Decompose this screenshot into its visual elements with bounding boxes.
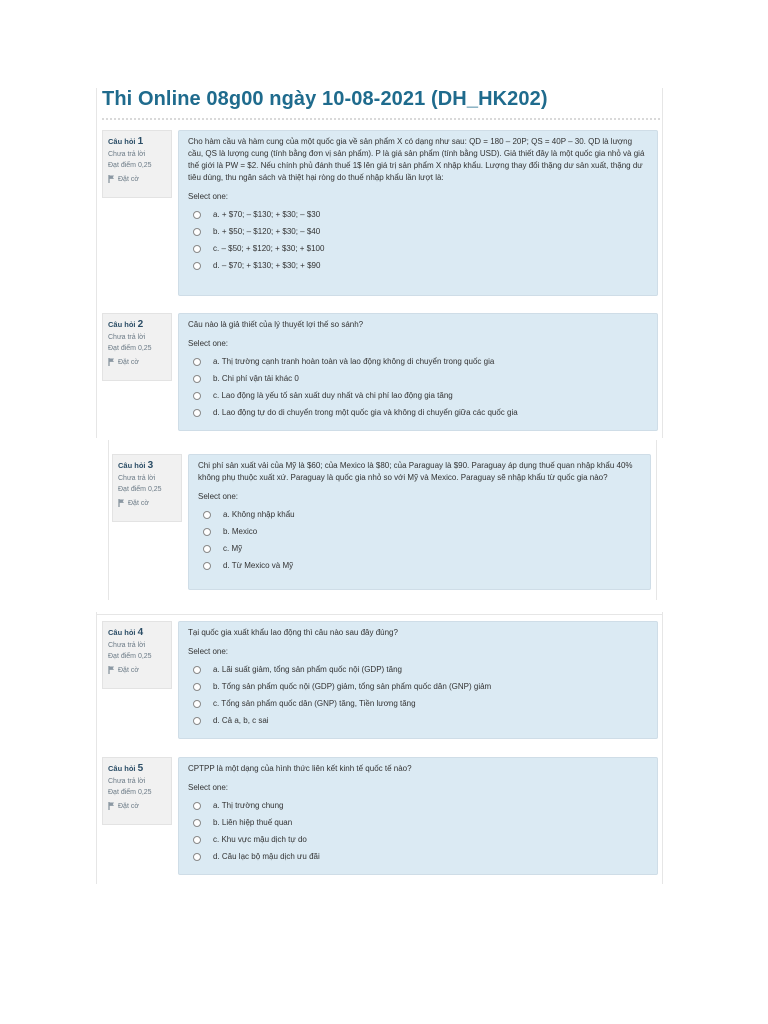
flag-label: Đặt cờ: [118, 358, 139, 366]
answer-label: a. Không nhập khẩu: [223, 509, 295, 519]
radio-button[interactable]: [193, 683, 201, 691]
select-one-prompt: Select one:: [188, 647, 229, 656]
question-text: CPTPP là một dạng của hình thức liên kết kinh tế quốc tế nào?: [188, 764, 412, 773]
frame-line: [108, 440, 109, 600]
question-info: [102, 757, 172, 825]
answer-option-a[interactable]: [198, 506, 641, 523]
flag-icon: [108, 358, 115, 366]
answer-option-a[interactable]: [188, 797, 648, 814]
answer-option-a[interactable]: [188, 353, 648, 370]
question-grade: Đạt điểm 0,25: [108, 345, 152, 352]
question-content: [178, 621, 658, 739]
flag-label: Đặt cờ: [128, 499, 149, 507]
question-prefix: Câu hỏi: [108, 628, 136, 637]
answer-options: [188, 661, 648, 729]
radio-button[interactable]: [203, 528, 211, 536]
question-prefix: Câu hỏi: [108, 320, 136, 329]
answer-option-b[interactable]: [188, 223, 648, 240]
frame-line: [96, 612, 97, 884]
frame-line: [656, 440, 657, 600]
question-grade: Đạt điểm 0,25: [108, 653, 152, 660]
question-prefix: Câu hỏi: [118, 461, 146, 470]
radio-button[interactable]: [203, 562, 211, 570]
question-info: [112, 454, 182, 522]
flag-question-button[interactable]: [108, 666, 171, 674]
answer-label: c. Khu vực mậu dịch tự do: [213, 834, 307, 844]
question-text: Cho hàm cầu và hàm cung của một quốc gia về sản phẩm X có dạng như sau: QD = 180 – 20P; QS = 40P – 30. QD là lượng cầu, QS là lượng cung (tính bằng đơn vị sản phẩm). P là giá sản phẩm (tính bằng USD). Giả thiết đây là một quốc gia nhỏ và giá thế giới là PW = $2. Nếu chính phủ đánh thuế 1$ lên giá trị sản phẩm X nhập khẩu. Lượng thay đổi thặng dư sản xuất, thặng dư tiêu dùng, thu ngân sách và thiệt hại ròng do thuế nhập khẩu lần lượt là:: [188, 137, 645, 182]
question-content: [178, 313, 658, 431]
flag-icon: [108, 802, 115, 810]
frame-line: [96, 614, 662, 615]
radio-button[interactable]: [193, 666, 201, 674]
radio-button[interactable]: [193, 392, 201, 400]
question-number-value: 3: [147, 460, 154, 471]
answer-label: d. Từ Mexico và Mỹ: [223, 560, 294, 570]
flag-question-button[interactable]: [108, 358, 171, 366]
flag-label: Đặt cờ: [118, 666, 139, 674]
answer-option-d[interactable]: [188, 404, 648, 421]
question-state: Chưa trả lời: [108, 334, 146, 341]
answer-label: a. Lãi suất giảm, tổng sản phẩm quốc nội (GDP) tăng: [213, 664, 402, 674]
question-grade: Đạt điểm 0,25: [118, 486, 162, 493]
question-5: [102, 757, 658, 875]
flag-label: Đặt cờ: [118, 802, 139, 810]
radio-button[interactable]: [193, 375, 201, 383]
answer-option-c[interactable]: [188, 695, 648, 712]
question-text: Tại quốc gia xuất khẩu lao động thì câu nào sau đây đúng?: [188, 628, 398, 637]
answer-option-a[interactable]: [188, 661, 648, 678]
radio-button[interactable]: [193, 853, 201, 861]
answer-option-a[interactable]: [188, 206, 648, 223]
question-text: Câu nào là giả thiết của lý thuyết lợi thế so sánh?: [188, 320, 364, 329]
answer-option-d[interactable]: [198, 557, 641, 574]
answer-label: d. Cả a, b, c sai: [213, 715, 269, 725]
radio-button[interactable]: [193, 245, 201, 253]
answer-label: d. – $70; + $130; + $30; + $90: [213, 260, 321, 270]
answer-option-c[interactable]: [188, 240, 648, 257]
radio-button[interactable]: [193, 358, 201, 366]
answer-option-b[interactable]: [188, 678, 648, 695]
answer-label: b. Mexico: [223, 526, 258, 536]
flag-icon: [118, 499, 125, 507]
question-content: [188, 454, 651, 590]
question-number: [108, 763, 171, 774]
question-prefix: Câu hỏi: [108, 764, 136, 773]
question-1: [102, 130, 658, 296]
question-content: [178, 757, 658, 875]
radio-button[interactable]: [193, 819, 201, 827]
frame-line: [96, 88, 97, 438]
radio-button[interactable]: [203, 545, 211, 553]
question-number-value: 4: [137, 627, 144, 638]
question-grade: Đạt điểm 0,25: [108, 162, 152, 169]
answer-option-d[interactable]: [188, 712, 648, 729]
answer-label: b. Liên hiệp thuế quan: [213, 817, 293, 827]
answer-option-b[interactable]: [188, 370, 648, 387]
flag-question-button[interactable]: [118, 499, 181, 507]
flag-icon: [108, 666, 115, 674]
question-info: [102, 130, 172, 198]
question-2: [102, 313, 658, 431]
select-one-prompt: Select one:: [188, 783, 229, 792]
radio-button[interactable]: [193, 836, 201, 844]
question-state: Chưa trả lời: [108, 778, 146, 785]
flag-question-button[interactable]: [108, 802, 171, 810]
radio-button[interactable]: [193, 700, 201, 708]
page-title: Thi Online 08g00 ngày 10-08-2021 (DH_HK202): [102, 88, 548, 110]
answer-label: c. – $50; + $120; + $30; + $100: [213, 243, 325, 253]
answer-label: d. Câu lạc bộ mậu dịch ưu đãi: [213, 851, 320, 861]
flag-question-button[interactable]: [108, 175, 171, 183]
question-number-value: 2: [137, 319, 144, 330]
answer-label: c. Mỹ: [223, 543, 243, 553]
select-one-prompt: Select one:: [198, 492, 239, 501]
answer-options: [188, 797, 648, 865]
answer-option-c[interactable]: [188, 387, 648, 404]
radio-button[interactable]: [193, 262, 201, 270]
question-text: Chi phí sản xuất vải của Mỹ là $60; của Mexico là $80; của Paraguay là $90. Paraguay áp dụng thuế quan nhập khẩu 40% không phụ thuộc xuất xứ. Paraguay là quốc gia nhỏ so với Mỹ và Mexico. Paraguay sẽ nhập khẩu từ quốc gia nào?: [198, 461, 633, 482]
question-prefix: Câu hỏi: [108, 137, 136, 146]
question-info: [102, 621, 172, 689]
answer-options: [188, 206, 648, 274]
select-one-prompt: Select one:: [188, 339, 229, 348]
answer-options: [198, 506, 641, 574]
question-state: Chưa trả lời: [108, 151, 146, 158]
question-number: [108, 627, 171, 638]
answer-option-b[interactable]: [188, 814, 648, 831]
answer-label: c. Lao động là yếu tố sản xuất duy nhất và chi phí lao động gia tăng: [213, 390, 453, 400]
question-grade: Đạt điểm 0,25: [108, 789, 152, 796]
frame-line: [662, 88, 663, 438]
question-number: [108, 136, 171, 147]
flag-label: Đặt cờ: [118, 175, 139, 183]
answer-label: a. Thị trường chung: [213, 800, 284, 810]
answer-label: b. Tổng sản phẩm quốc nội (GDP) giảm, tổng sản phẩm quốc dân (GNP) giảm: [213, 681, 492, 691]
question-number-value: 5: [137, 763, 144, 774]
radio-button[interactable]: [193, 409, 201, 417]
question-state: Chưa trả lời: [108, 642, 146, 649]
radio-button[interactable]: [203, 511, 211, 519]
answer-label: a. Thị trường cạnh tranh hoàn toàn và lao động không di chuyển trong quốc gia: [213, 356, 495, 366]
radio-button[interactable]: [193, 717, 201, 725]
answer-option-d[interactable]: [188, 257, 648, 274]
question-4: [102, 621, 658, 739]
answer-label: c. Tổng sản phẩm quốc dân (GNP) tăng, Tiền lương tăng: [213, 698, 416, 708]
answer-option-c[interactable]: [188, 831, 648, 848]
question-number-value: 1: [137, 136, 144, 147]
select-one-prompt: Select one:: [188, 192, 229, 201]
radio-button[interactable]: [193, 228, 201, 236]
answer-label: d. Lao động tự do di chuyển trong một quốc gia và không di chuyển giữa các quốc gia: [213, 407, 518, 417]
answer-option-c[interactable]: [198, 540, 641, 557]
question-number: [108, 319, 171, 330]
answer-options: [188, 353, 648, 421]
answer-option-b[interactable]: [198, 523, 641, 540]
answer-label: b. Chi phí vận tải khác 0: [213, 373, 299, 383]
answer-option-d[interactable]: [188, 848, 648, 865]
flag-icon: [108, 175, 115, 183]
question-number: [118, 460, 181, 471]
question-content: [178, 130, 658, 296]
radio-button[interactable]: [193, 802, 201, 810]
answer-label: b. + $50; – $120; + $30; – $40: [213, 226, 321, 236]
question-info: [102, 313, 172, 381]
answer-label: a. + $70; – $130; + $30; – $30: [213, 209, 321, 219]
question-3: [112, 454, 652, 590]
radio-button[interactable]: [193, 211, 201, 219]
frame-line: [662, 612, 663, 884]
question-state: Chưa trả lời: [118, 475, 156, 482]
title-divider: [102, 118, 660, 120]
